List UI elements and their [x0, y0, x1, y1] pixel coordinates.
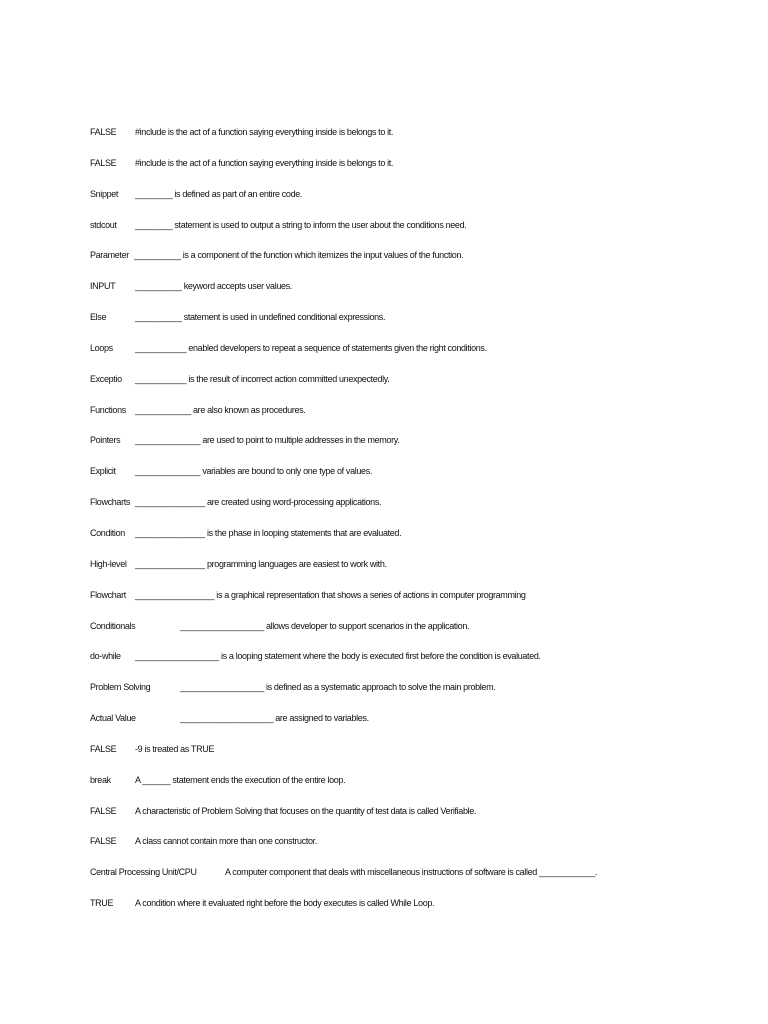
- question-text: A characteristic of Problem Solving that focuses on the quantity of test data is called Verifiable.: [135, 805, 477, 816]
- list-item: [90, 527, 750, 558]
- answer-label: Condition: [90, 527, 125, 538]
- answer-list: [90, 126, 750, 928]
- question-text: ____________ are also known as procedures.: [135, 404, 306, 415]
- answer-label: INPUT: [90, 281, 116, 292]
- answer-label: Snippet: [90, 188, 119, 199]
- question-text: __________ statement is used in undefined conditional expressions.: [135, 312, 386, 323]
- list-item: [90, 496, 750, 527]
- question-text: __________ is a component of the function which itemizes the input values of the function.: [134, 250, 464, 261]
- question-text: ____________________ are assigned to variables.: [180, 713, 369, 724]
- list-item: [90, 620, 750, 651]
- list-item: [90, 558, 750, 589]
- list-item: [90, 404, 750, 435]
- answer-label: Flowchart: [90, 589, 126, 600]
- answer-label: Parameter: [90, 250, 129, 261]
- list-item: [90, 650, 750, 681]
- list-item: [90, 774, 750, 805]
- list-item: [90, 373, 750, 404]
- answer-label: Conditionals: [90, 620, 136, 631]
- list-item: [90, 188, 750, 219]
- list-item: [90, 805, 750, 836]
- question-text: __________________ allows developer to support scenarios in the application.: [180, 620, 470, 631]
- question-text: ______________ variables are bound to only one type of values.: [135, 466, 372, 477]
- question-text: ________ is defined as part of an entire code.: [135, 188, 303, 199]
- answer-label: Problem Solving: [90, 682, 151, 693]
- list-item: [90, 465, 750, 496]
- question-text: ______________ are used to point to multiple addresses in the memory.: [135, 435, 400, 446]
- question-text: ___________ enabled developers to repeat a sequence of statements given the right conditions.: [135, 342, 487, 353]
- answer-label: Central Processing Unit/CPU: [90, 867, 197, 878]
- list-item: [90, 712, 750, 743]
- list-item: [90, 835, 750, 866]
- answer-label: Actual Value: [90, 713, 136, 724]
- answer-label: TRUE: [90, 898, 114, 909]
- answer-label: Else: [90, 312, 107, 323]
- list-item: [90, 743, 750, 774]
- question-text: A computer component that deals with miscellaneous instructions of software is called ____________.: [225, 867, 598, 878]
- list-item: [90, 219, 750, 250]
- question-text: ________ statement is used to output a string to inform the user about the conditions need.: [135, 219, 467, 230]
- question-text: #include is the act of a function saying everything inside is belongs to it.: [135, 157, 394, 168]
- answer-label: Loops: [90, 342, 113, 353]
- question-text: _______________ is the phase in looping statements that are evaluated.: [135, 527, 402, 538]
- answer-label: do-while: [90, 651, 121, 662]
- answer-label: FALSE: [90, 836, 117, 847]
- question-text: __________________ is defined as a systematic approach to solve the main problem.: [180, 682, 496, 693]
- answer-label: break: [90, 774, 111, 785]
- question-text: A condition where it evaluated right before the body executes is called While Loop.: [135, 898, 435, 909]
- list-item: [90, 866, 750, 897]
- question-text: __________________ is a looping statement where the body is executed first before the condition is evaluated.: [135, 651, 541, 662]
- list-item: [90, 249, 750, 280]
- answer-label: Explicit: [90, 466, 116, 477]
- answer-label: Exceptio: [90, 373, 122, 384]
- question-text: ___________ is the result of incorrect action committed unexpectedly.: [135, 373, 390, 384]
- list-item: [90, 157, 750, 188]
- question-text: A ______ statement ends the execution of the entire loop.: [135, 774, 346, 785]
- question-text: _______________ programming languages are easiest to work with.: [135, 558, 387, 569]
- question-text: A class cannot contain more than one constructor.: [135, 836, 317, 847]
- question-text: __________ keyword accepts user values.: [135, 281, 292, 292]
- answer-label: Flowcharts: [90, 497, 131, 508]
- question-text: _________________ is a graphical representation that shows a series of actions in computer programming: [135, 589, 526, 600]
- question-text: _______________ are created using word-processing applications.: [135, 497, 382, 508]
- list-item: [90, 280, 750, 311]
- answer-label: stdcout: [90, 219, 117, 230]
- list-item: [90, 897, 750, 928]
- list-item: [90, 681, 750, 712]
- list-item: [90, 342, 750, 373]
- question-text: #include is the act of a function saying everything inside is belongs to it.: [135, 127, 394, 137]
- question-text: -9 is treated as TRUE: [135, 743, 215, 754]
- list-item: [90, 434, 750, 465]
- answer-label: Functions: [90, 404, 126, 415]
- answer-label: High-level: [90, 558, 127, 569]
- list-item: [90, 311, 750, 342]
- answer-label: FALSE: [90, 743, 117, 754]
- answer-label: FALSE: [90, 157, 117, 168]
- list-item: [90, 589, 750, 620]
- answer-label: FALSE: [90, 805, 117, 816]
- list-item: [90, 126, 750, 157]
- answer-label: FALSE: [90, 127, 117, 137]
- answer-label: Pointers: [90, 435, 121, 446]
